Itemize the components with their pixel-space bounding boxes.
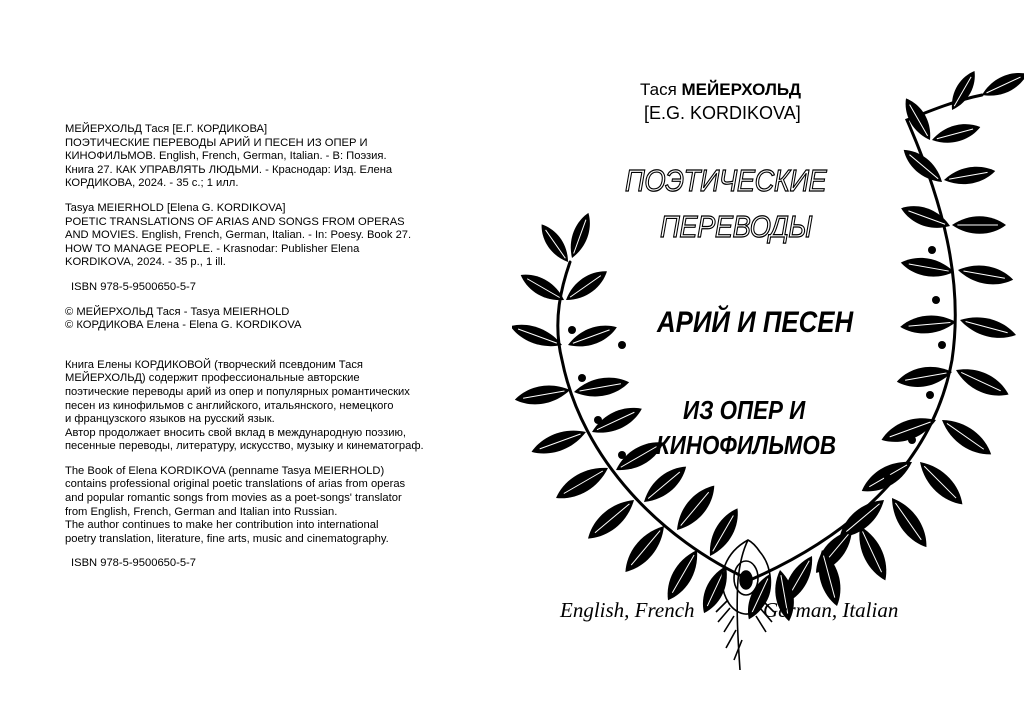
text-line: поэтические переводы арий из опер и популярных романтических <box>65 385 410 398</box>
text-line: Книга Елены КОРДИКОВОЙ (творческий псевдоним Тася <box>65 358 363 371</box>
laurel-leaf <box>979 67 1024 103</box>
text-line: МЕЙЕРХОЛЬД) содержит профессиональные авторские <box>65 372 360 385</box>
laurel-berry <box>884 474 892 482</box>
laurel-berry <box>568 326 576 334</box>
laurel-berry <box>908 436 916 444</box>
laurel-berry <box>928 246 936 254</box>
author-first-name: Тася <box>640 80 677 99</box>
text-line: contains professional original poetic translations of arias from operas <box>65 478 406 491</box>
text-line: песенные переводы, литературу, искусство, музыку и кинематограф. <box>65 440 424 453</box>
text-line: poetry translation, literature, fine arts, music and cinematography. <box>65 532 389 545</box>
text-line: МЕЙЕРХОЛЬД Тася [Е.Г. КОРДИКОВА] <box>65 123 268 135</box>
book-title-line-1: ПОЭТИЧЕСКИЕ <box>625 163 827 198</box>
ru-annotation <box>65 359 475 454</box>
text-line: КИНОФИЛЬМОВ. English, French, German, Italian. - В: Поэзия. <box>65 150 387 163</box>
languages-left: English, French <box>560 598 695 622</box>
text-line: Tasya MEIERHOLD [Elena G. KORDIKOVA] <box>65 201 286 214</box>
text-line: from English, French, German and Italian into Russian. <box>65 505 338 518</box>
text-line: Автор продолжает вносить свой вклад в международную поэзию, <box>65 426 406 439</box>
author-name <box>640 80 801 100</box>
laurel-berry <box>926 391 934 399</box>
laurel-berry <box>618 451 626 459</box>
author-last-name: МЕЙЕРХОЛЬД <box>681 80 801 99</box>
text-line: AND MOVIES. English, French, German, Italian. - In: Poesy. Book 27. <box>65 229 412 242</box>
copyright-line: © МЕЙЕРХОЛЬД Тася - Tasya MEIERHOLD <box>65 305 290 318</box>
text-line: and popular romantic songs from movies as a poet-songs' translator <box>65 492 402 505</box>
text-line: HOW TO MANAGE PEOPLE. - Krasnodar: Publisher Elena <box>65 242 360 255</box>
laurel-berry <box>578 374 586 382</box>
ru-bibliographic-record <box>65 123 475 191</box>
laurel-berry <box>938 341 946 349</box>
laurel-berry <box>594 416 602 424</box>
text-line: и французского языков на русский язык. <box>65 413 275 426</box>
laurel-berry <box>618 341 626 349</box>
author-alias: [E.G. KORDIKOVA] <box>644 103 801 123</box>
text-line: ПОЭТИЧЕСКИЕ ПЕРЕВОДЫ АРИЙ И ПЕСЕН ИЗ ОПЕР И <box>65 136 368 149</box>
laurel-berry <box>932 296 940 304</box>
text-line: The author continues to make her contribution into international <box>65 519 379 532</box>
languages-right: German, Italian <box>763 598 899 622</box>
isbn-bottom: ISBN 978-5-9500650-5-7 <box>71 557 197 570</box>
text-line: песен из кинофильмов с английского, итальянского, немецкого <box>65 399 394 412</box>
text-line: KORDIKOVA, 2024. - 35 p., 1 ill. <box>65 256 226 269</box>
subtitle-line-1: АРИЙ И ПЕСЕН <box>657 306 854 339</box>
copyright-block <box>65 306 475 333</box>
text-line: POETIC TRANSLATIONS OF ARIAS AND SONGS FROM OPERAS <box>65 215 405 228</box>
isbn-top: ISBN 978-5-9500650-5-7 <box>71 280 197 293</box>
en-annotation <box>65 465 475 547</box>
copyright-line: © КОРДИКОВА Елена - Elena G. KORDIKOVA <box>65 319 302 332</box>
text-line: The Book of Elena KORDIKOVA (penname Tasya MEIERHOLD) <box>65 464 385 477</box>
en-bibliographic-record <box>65 202 475 270</box>
bibliographic-block <box>65 123 475 582</box>
text-line: Книга 27. КАК УПРАВЛЯТЬ ЛЮДЬМИ. - Краснодар: Изд. Елена <box>65 163 393 176</box>
book-title-line-2: ПЕРЕВОДЫ <box>660 209 813 244</box>
subtitle-line-2: ИЗ ОПЕР И <box>683 395 806 425</box>
subtitle-line-3: КИНОФИЛЬМОВ <box>656 430 836 460</box>
text-line: КОРДИКОВА, 2024. - 35 с.; 1 илл. <box>65 177 239 190</box>
